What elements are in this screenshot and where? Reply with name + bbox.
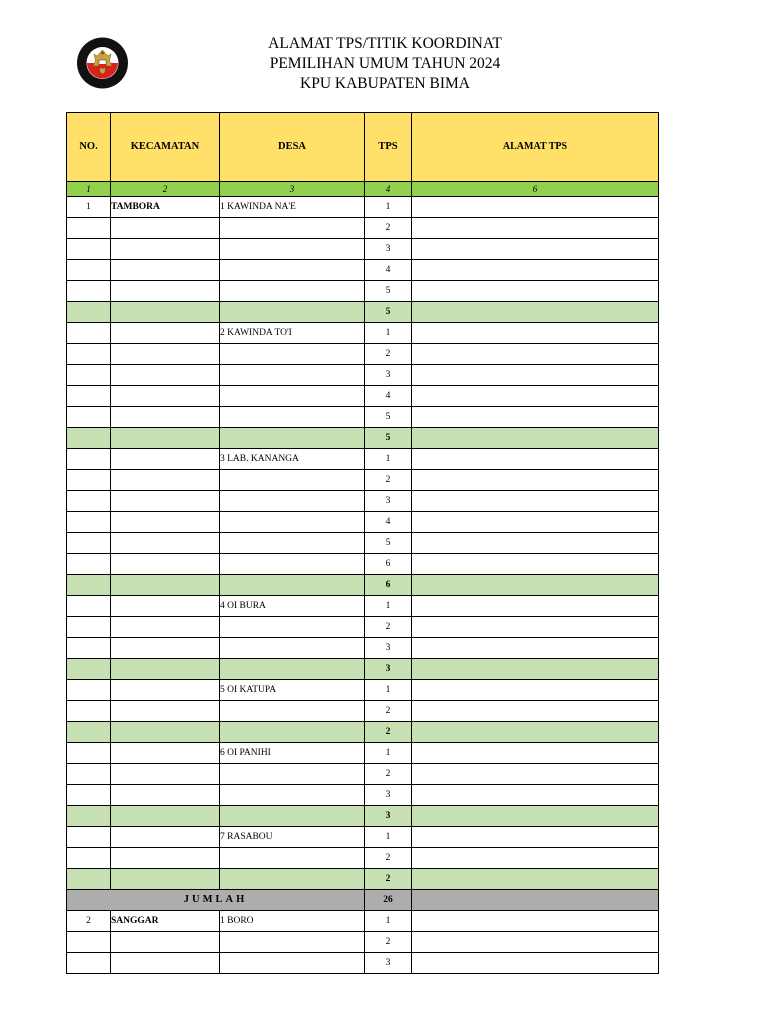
row-number <box>67 680 111 701</box>
alamat-cell <box>412 722 659 743</box>
alamat-cell <box>412 323 659 344</box>
kecamatan-cell <box>111 386 220 407</box>
subtotal-row <box>67 302 659 323</box>
column-number: 2 <box>111 182 220 197</box>
tps-cell: 2 <box>365 344 412 365</box>
tps-cell: 1 <box>365 680 412 701</box>
kecamatan-cell <box>111 218 220 239</box>
tps-cell: 3 <box>365 491 412 512</box>
tps-cell: 4 <box>365 512 412 533</box>
alamat-cell <box>412 386 659 407</box>
column-number: 3 <box>220 182 365 197</box>
kecamatan-cell <box>111 680 220 701</box>
desa-cell: 6 OI PANIHI <box>220 743 365 764</box>
table-header-row <box>67 113 659 182</box>
subtotal-row <box>67 428 659 449</box>
row-number <box>67 239 111 260</box>
desa-cell <box>220 554 365 575</box>
row-number <box>67 428 111 449</box>
alamat-cell <box>412 848 659 869</box>
kecamatan-cell <box>111 806 220 827</box>
tps-cell: 1 <box>365 197 412 218</box>
kecamatan-cell <box>111 449 220 470</box>
alamat-cell <box>412 449 659 470</box>
tps-cell: 4 <box>365 386 412 407</box>
table-row <box>67 197 659 218</box>
header-kecamatan: KECAMATAN <box>111 113 220 182</box>
subtotal-tps-cell: 2 <box>365 869 412 890</box>
desa-cell <box>220 869 365 890</box>
subtotal-tps-cell: 6 <box>365 575 412 596</box>
row-number <box>67 491 111 512</box>
tps-cell: 2 <box>365 470 412 491</box>
tps-cell: 6 <box>365 554 412 575</box>
subtotal-tps-cell: 5 <box>365 302 412 323</box>
table-row <box>67 365 659 386</box>
row-number: 1 <box>67 197 111 218</box>
subtotal-row <box>67 659 659 680</box>
total-label: JUMLAH <box>67 890 365 911</box>
table-row <box>67 911 659 932</box>
alamat-cell <box>412 638 659 659</box>
alamat-cell <box>412 344 659 365</box>
table-row <box>67 260 659 281</box>
table-row <box>67 239 659 260</box>
desa-cell <box>220 491 365 512</box>
tps-cell: 3 <box>365 953 412 974</box>
desa-cell <box>220 470 365 491</box>
kpu-logo <box>76 36 129 90</box>
desa-cell <box>220 386 365 407</box>
desa-cell: 5 OI KATUPA <box>220 680 365 701</box>
alamat-cell <box>412 239 659 260</box>
row-number <box>67 701 111 722</box>
tps-cell: 2 <box>365 218 412 239</box>
kecamatan-cell <box>111 638 220 659</box>
kecamatan-cell <box>111 365 220 386</box>
kecamatan-cell <box>111 260 220 281</box>
kecamatan-cell <box>111 302 220 323</box>
table-row <box>67 617 659 638</box>
tps-cell: 1 <box>365 911 412 932</box>
desa-cell <box>220 848 365 869</box>
row-number <box>67 638 111 659</box>
desa-cell: 7 RASABOU <box>220 827 365 848</box>
row-number <box>67 764 111 785</box>
desa-cell: 1 KAWINDA NA'E <box>220 197 365 218</box>
alamat-cell <box>412 596 659 617</box>
desa-cell: 2 KAWINDA TO'I <box>220 323 365 344</box>
tps-cell: 3 <box>365 785 412 806</box>
row-number <box>67 659 111 680</box>
desa-cell <box>220 659 365 680</box>
kecamatan-cell <box>111 281 220 302</box>
row-number <box>67 386 111 407</box>
row-number <box>67 806 111 827</box>
subtotal-row <box>67 869 659 890</box>
subtotal-tps-cell: 3 <box>365 659 412 680</box>
header-alamat-tps: ALAMAT TPS <box>412 113 659 182</box>
tps-cell: 5 <box>365 533 412 554</box>
alamat-cell <box>412 407 659 428</box>
desa-cell <box>220 302 365 323</box>
alamat-cell <box>412 890 659 911</box>
desa-cell: 1 BORO <box>220 911 365 932</box>
kecamatan-cell <box>111 869 220 890</box>
row-number <box>67 449 111 470</box>
row-number <box>67 554 111 575</box>
alamat-cell <box>412 785 659 806</box>
alamat-cell <box>412 428 659 449</box>
kecamatan-cell <box>111 953 220 974</box>
tps-cell: 1 <box>365 743 412 764</box>
row-number <box>67 827 111 848</box>
row-number <box>67 470 111 491</box>
alamat-cell <box>412 953 659 974</box>
desa-cell <box>220 365 365 386</box>
table-row <box>67 848 659 869</box>
kecamatan-cell <box>111 659 220 680</box>
alamat-cell <box>412 197 659 218</box>
tps-cell: 1 <box>365 827 412 848</box>
kecamatan-cell <box>111 701 220 722</box>
table-row <box>67 281 659 302</box>
desa-cell <box>220 806 365 827</box>
desa-cell <box>220 533 365 554</box>
title-line-3: KPU KABUPATEN BIMA <box>300 75 470 92</box>
kecamatan-cell <box>111 848 220 869</box>
alamat-cell <box>412 302 659 323</box>
row-number <box>67 365 111 386</box>
table-row <box>67 344 659 365</box>
column-number-row <box>67 182 659 197</box>
alamat-cell <box>412 764 659 785</box>
alamat-cell <box>412 701 659 722</box>
row-number <box>67 722 111 743</box>
alamat-cell <box>412 680 659 701</box>
row-number <box>67 281 111 302</box>
kecamatan-cell <box>111 323 220 344</box>
table-row <box>67 953 659 974</box>
row-number <box>67 302 111 323</box>
subtotal-row <box>67 722 659 743</box>
table-row <box>67 701 659 722</box>
row-number <box>67 743 111 764</box>
table-row <box>67 785 659 806</box>
table-row <box>67 743 659 764</box>
desa-cell <box>220 638 365 659</box>
tps-cell: 2 <box>365 617 412 638</box>
kecamatan-cell <box>111 428 220 449</box>
row-number <box>67 407 111 428</box>
subtotal-tps-cell: 5 <box>365 428 412 449</box>
table-row <box>67 491 659 512</box>
desa-cell <box>220 512 365 533</box>
total-row <box>67 890 659 911</box>
title-line-1: ALAMAT TPS/TITIK KOORDINAT <box>268 35 502 52</box>
alamat-cell <box>412 260 659 281</box>
tps-cell: 1 <box>365 596 412 617</box>
row-number <box>67 323 111 344</box>
table-row <box>67 596 659 617</box>
alamat-cell <box>412 869 659 890</box>
tps-cell: 2 <box>365 848 412 869</box>
desa-cell <box>220 218 365 239</box>
alamat-cell <box>412 533 659 554</box>
row-number <box>67 785 111 806</box>
tps-cell: 3 <box>365 239 412 260</box>
row-number <box>67 512 111 533</box>
alamat-cell <box>412 575 659 596</box>
alamat-cell <box>412 743 659 764</box>
desa-cell <box>220 722 365 743</box>
header-desa: DESA <box>220 113 365 182</box>
alamat-cell <box>412 554 659 575</box>
tps-cell: 1 <box>365 449 412 470</box>
title-line-2: PEMILIHAN UMUM TAHUN 2024 <box>269 55 501 72</box>
table-row <box>67 407 659 428</box>
alamat-cell <box>412 827 659 848</box>
alamat-cell <box>412 617 659 638</box>
kecamatan-cell <box>111 764 220 785</box>
kecamatan-cell <box>111 491 220 512</box>
desa-cell <box>220 239 365 260</box>
row-number <box>67 617 111 638</box>
table-row <box>67 680 659 701</box>
tps-cell: 3 <box>365 638 412 659</box>
desa-cell <box>220 932 365 953</box>
kecamatan-cell <box>111 239 220 260</box>
tps-cell: 2 <box>365 932 412 953</box>
alamat-cell <box>412 365 659 386</box>
kecamatan-cell <box>111 596 220 617</box>
column-number: 4 <box>365 182 412 197</box>
table-row <box>67 218 659 239</box>
table-row <box>67 533 659 554</box>
row-number <box>67 869 111 890</box>
desa-cell: 4 OI BURA <box>220 596 365 617</box>
subtotal-row <box>67 575 659 596</box>
desa-cell <box>220 953 365 974</box>
table-row <box>67 827 659 848</box>
header-no: NO. <box>67 113 111 182</box>
desa-cell <box>220 407 365 428</box>
row-number <box>67 575 111 596</box>
table-row <box>67 512 659 533</box>
kecamatan-cell <box>111 407 220 428</box>
table-row <box>67 932 659 953</box>
kecamatan-cell <box>111 617 220 638</box>
kecamatan-cell <box>111 512 220 533</box>
column-number: 1 <box>67 182 111 197</box>
kecamatan-cell <box>111 554 220 575</box>
tps-cell: 5 <box>365 407 412 428</box>
tps-cell: 1 <box>365 323 412 344</box>
header-tps: TPS <box>365 113 412 182</box>
desa-cell <box>220 701 365 722</box>
alamat-cell <box>412 806 659 827</box>
desa-cell <box>220 281 365 302</box>
tps-cell: 2 <box>365 701 412 722</box>
alamat-cell <box>412 911 659 932</box>
row-number <box>67 953 111 974</box>
row-number <box>67 533 111 554</box>
subtotal-tps-cell: 3 <box>365 806 412 827</box>
table-row <box>67 764 659 785</box>
kecamatan-cell <box>111 743 220 764</box>
desa-cell <box>220 344 365 365</box>
kecamatan-cell <box>111 470 220 491</box>
alamat-cell <box>412 218 659 239</box>
row-number <box>67 344 111 365</box>
row-number <box>67 596 111 617</box>
tps-cell: 2 <box>365 764 412 785</box>
alamat-cell <box>412 512 659 533</box>
row-number <box>67 848 111 869</box>
kecamatan-cell: SANGGAR <box>111 911 220 932</box>
kecamatan-cell <box>111 575 220 596</box>
table-row <box>67 638 659 659</box>
kecamatan-cell <box>111 344 220 365</box>
tps-cell: 5 <box>365 281 412 302</box>
table-row <box>67 449 659 470</box>
kecamatan-cell <box>111 722 220 743</box>
row-number <box>67 218 111 239</box>
table-row <box>67 323 659 344</box>
desa-cell: 3 LAB. KANANGA <box>220 449 365 470</box>
kecamatan-cell <box>111 785 220 806</box>
kecamatan-cell <box>111 533 220 554</box>
alamat-cell <box>412 470 659 491</box>
row-number <box>67 932 111 953</box>
kecamatan-cell: TAMBORA <box>111 197 220 218</box>
column-number: 6 <box>412 182 659 197</box>
table-row <box>67 470 659 491</box>
alamat-cell <box>412 281 659 302</box>
desa-cell <box>220 764 365 785</box>
desa-cell <box>220 575 365 596</box>
row-number: 2 <box>67 911 111 932</box>
kecamatan-cell <box>111 932 220 953</box>
desa-cell <box>220 428 365 449</box>
subtotal-row <box>67 806 659 827</box>
document-title <box>210 34 560 94</box>
tps-table <box>66 112 659 974</box>
alamat-cell <box>412 659 659 680</box>
desa-cell <box>220 617 365 638</box>
alamat-cell <box>412 932 659 953</box>
subtotal-tps-cell: 2 <box>365 722 412 743</box>
desa-cell <box>220 785 365 806</box>
total-tps-cell: 26 <box>365 890 412 911</box>
table-row <box>67 554 659 575</box>
table-row <box>67 386 659 407</box>
row-number <box>67 260 111 281</box>
kecamatan-cell <box>111 827 220 848</box>
tps-cell: 4 <box>365 260 412 281</box>
tps-cell: 3 <box>365 365 412 386</box>
alamat-cell <box>412 491 659 512</box>
desa-cell <box>220 260 365 281</box>
